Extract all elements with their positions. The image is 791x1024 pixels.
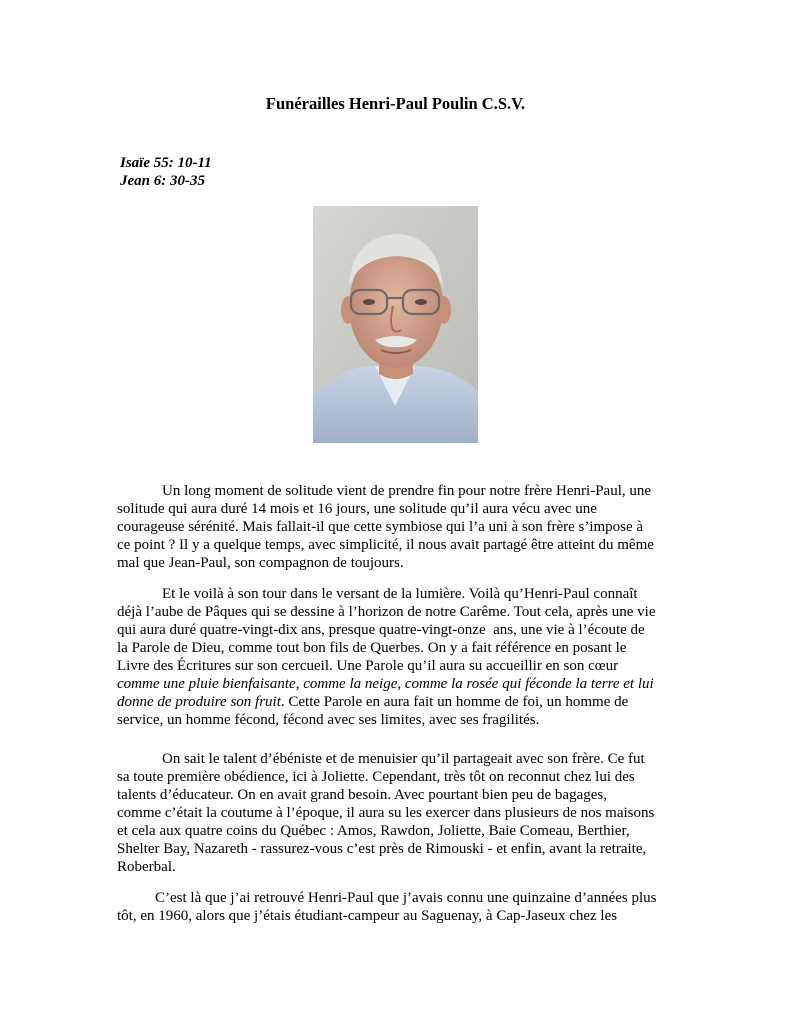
text-line: mal que Jean-Paul, son compagnon de toujours.: [117, 555, 404, 571]
reference-john: Jean 6: 30-35: [120, 173, 205, 189]
quote-rain: comme une pluie bienfaisante: [117, 676, 296, 692]
quote-dew: comme la rosée qui féconde la terre et lui: [404, 676, 654, 692]
text-line: C’est là que j’ai retrouvé Henri-Paul que j’avais connu une quinzaine d’années plus: [155, 890, 657, 906]
text-line: la Parole de Dieu, comme tout bon fils de Querbes. On y a fait référence en posant le: [117, 640, 627, 656]
quote-fruit: donne de produire son fruit: [117, 694, 281, 710]
text-line: qui aura duré quatre-vingt-dix ans, presque quatre-vingt-onze ans, une vie à l’écoute de: [117, 622, 645, 638]
text-line: et cela aux quatre coins du Québec : Amos, Rawdon, Joliette, Baie Comeau, Berthier,: [117, 823, 630, 839]
text-line: Shelter Bay, Nazareth - rassurez-vous c’est près de Rimouski - et enfin, avant la retraite,: [117, 841, 647, 857]
text-line: On sait le talent d’ébéniste et de menuisier qu’il partageait avec son frère. Ce fut: [162, 751, 645, 767]
text-segment: . Cette Parole en aura fait un homme de foi, un homme de: [280, 694, 629, 710]
text-line: comme c’était la coutume à l’époque, il aura su les exercer dans plusieurs de nos maisons: [117, 805, 655, 821]
text-line-quote: [117, 675, 677, 693]
separator: ,: [295, 676, 304, 692]
text-line: ce point ? Il y a quelque temps, avec simplicité, il nous avait partagé être atteint du même: [117, 537, 654, 553]
text-line: Roberbal.: [117, 859, 176, 875]
paragraph-4: [117, 889, 677, 925]
paragraph-2: [117, 585, 677, 729]
text-line: Un long moment de solitude vient de prendre fin pour notre frère Henri-Paul, une: [162, 483, 652, 499]
separator: ,: [397, 676, 405, 692]
text-line: Livre des Écritures sur son cercueil. Une Parole qu’il aura su accueillir en son cœur: [117, 658, 619, 674]
quote-snow: comme la neige: [303, 676, 398, 692]
text-line: sa toute première obédience, ici à Joliette. Cependant, très tôt on reconnut chez lui des: [117, 769, 635, 785]
text-line: talents d’éducateur. On en avait grand besoin. Avec pourtant bien peu de bagages,: [117, 787, 607, 803]
scripture-references: [120, 154, 212, 190]
text-line: déjà l’aube de Pâques qui se dessine à l’horizon de notre Carême. Tout cela, après une vie: [117, 604, 656, 620]
text-line: solitude qui aura duré 14 mois et 16 jours, une solitude qu’il aura vécu avec une: [117, 501, 597, 517]
paragraph-3: [117, 750, 677, 876]
reference-isaiah: Isaïe 55: 10-11: [120, 155, 212, 171]
portrait-photo: [313, 206, 478, 443]
text-line: tôt, en 1960, alors que j’étais étudiant-campeur au Saguenay, à Cap-Jaseux chez les: [117, 908, 618, 924]
text-line: Et le voilà à son tour dans le versant de la lumière. Voilà qu’Henri-Paul connaît: [162, 586, 638, 602]
paragraph-1: [117, 482, 677, 572]
text-line: courageuse sérénité. Mais fallait-il que cette symbiose qui l’a uni à son frère s’impose à: [117, 519, 644, 535]
text-line-quote: [117, 693, 677, 711]
text-line: service, un homme fécond, fécond avec ses limites, avec ses fragilités.: [117, 712, 540, 728]
portrait-illustration: [313, 206, 478, 443]
page-title: Funérailles Henri-Paul Poulin C.S.V.: [265, 94, 526, 113]
